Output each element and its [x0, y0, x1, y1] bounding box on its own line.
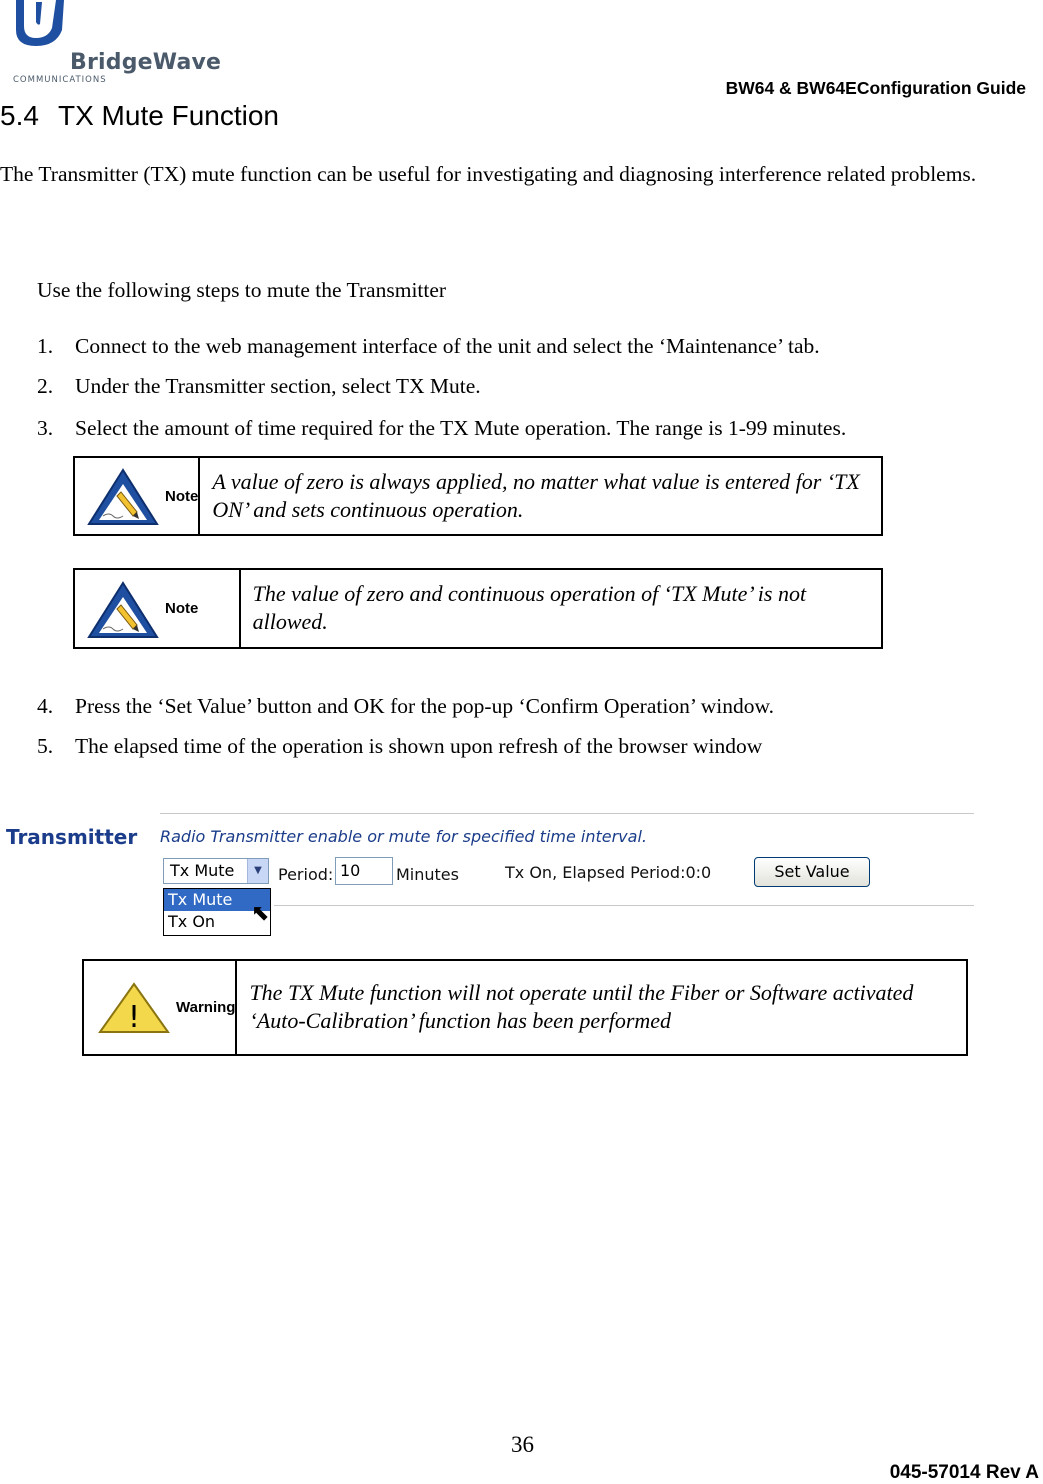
set-value-button[interactable]: Set Value [754, 857, 870, 887]
step-text: Connect to the web management interface of the unit and select the ‘Maintenance’ tab. [75, 334, 820, 358]
transmitter-title: Transmitter [6, 825, 138, 849]
step-number: 2. [37, 374, 54, 398]
transmitter-description: Radio Transmitter enable or mute for specified time interval. [160, 827, 647, 846]
tx-status: Tx On, Elapsed Period:0:0 [505, 863, 712, 882]
step-number: 3. [37, 416, 54, 440]
tx-mode-selected: Tx Mute [170, 861, 235, 880]
page-number: 36 [511, 1432, 534, 1457]
step-2 [37, 374, 481, 399]
period-input[interactable]: 10 [335, 857, 393, 885]
transmitter-ui-screenshot [0, 805, 980, 940]
warning-icon-cell [84, 961, 237, 1054]
logo-wordmark: BridgeWave [70, 50, 222, 75]
logo-subtitle: COMMUNICATIONS [13, 75, 107, 85]
section-number: 5.4 [0, 100, 39, 131]
warning-label: Warning [176, 999, 236, 1016]
note-pencil-icon [87, 466, 159, 526]
option-tx-mute[interactable]: Tx Mute [164, 889, 270, 911]
step-number: 5. [37, 734, 54, 758]
steps-intro: Use the following steps to mute the Transmitter [37, 278, 447, 302]
section-title: TX Mute Function [58, 100, 279, 131]
step-4 [37, 694, 774, 719]
bottom-divider [274, 905, 974, 906]
note-label: Note [165, 487, 199, 505]
warning-text: The TX Mute function will not operate until the Fiber or Software activated ‘Auto-Calibration’ function has been performed [249, 980, 914, 1033]
tx-mode-select[interactable] [163, 858, 269, 884]
step-number: 4. [37, 694, 54, 718]
svg-text:!: ! [127, 999, 141, 1034]
step-text: Under the Transmitter section, select TX Mute. [75, 374, 481, 398]
top-divider [160, 813, 974, 814]
period-label: Period: [278, 865, 334, 884]
document-title: BW64 & BW64EConfiguration Guide [725, 78, 1026, 98]
warning-icon [96, 982, 170, 1034]
bridgewave-logo [8, 0, 222, 90]
step-1 [37, 334, 820, 359]
note-pencil-icon [87, 579, 159, 639]
section-heading [0, 100, 279, 132]
step-text: Select the amount of time required for the TX Mute operation. The range is 1-99 minutes. [75, 416, 847, 440]
option-tx-on[interactable]: Tx On [168, 912, 216, 931]
note-text: A value of zero is always applied, no matter what value is entered for ‘TX ON’ and sets continuous operation. [212, 469, 860, 522]
note-icon-cell [75, 570, 241, 647]
step-text: The elapsed time of the operation is shown upon refresh of the browser window [75, 734, 763, 758]
step-5 [37, 734, 762, 759]
note-callout-1 [73, 456, 883, 536]
warning-callout [82, 959, 968, 1056]
bridgewave-logo-icon [12, 0, 72, 50]
step-3 [37, 416, 846, 441]
intro-paragraph: The Transmitter (TX) mute function can be useful for investigating and diagnosing interference related problems. [0, 162, 977, 186]
document-revision: 045-57014 Rev A [889, 1462, 1039, 1483]
chevron-down-icon[interactable]: ▼ [247, 859, 268, 883]
note-icon-cell [75, 458, 200, 534]
step-number: 1. [37, 334, 54, 358]
step-text: Press the ‘Set Value’ button and OK for the pop-up ‘Confirm Operation’ window. [75, 694, 775, 718]
note-text: The value of zero and continuous operation of ‘TX Mute’ is not allowed. [252, 581, 807, 634]
note-label: Note [165, 600, 199, 617]
minutes-label: Minutes [396, 865, 459, 884]
mouse-cursor-icon: ⬉ [251, 901, 270, 926]
note-callout-2 [73, 568, 883, 649]
